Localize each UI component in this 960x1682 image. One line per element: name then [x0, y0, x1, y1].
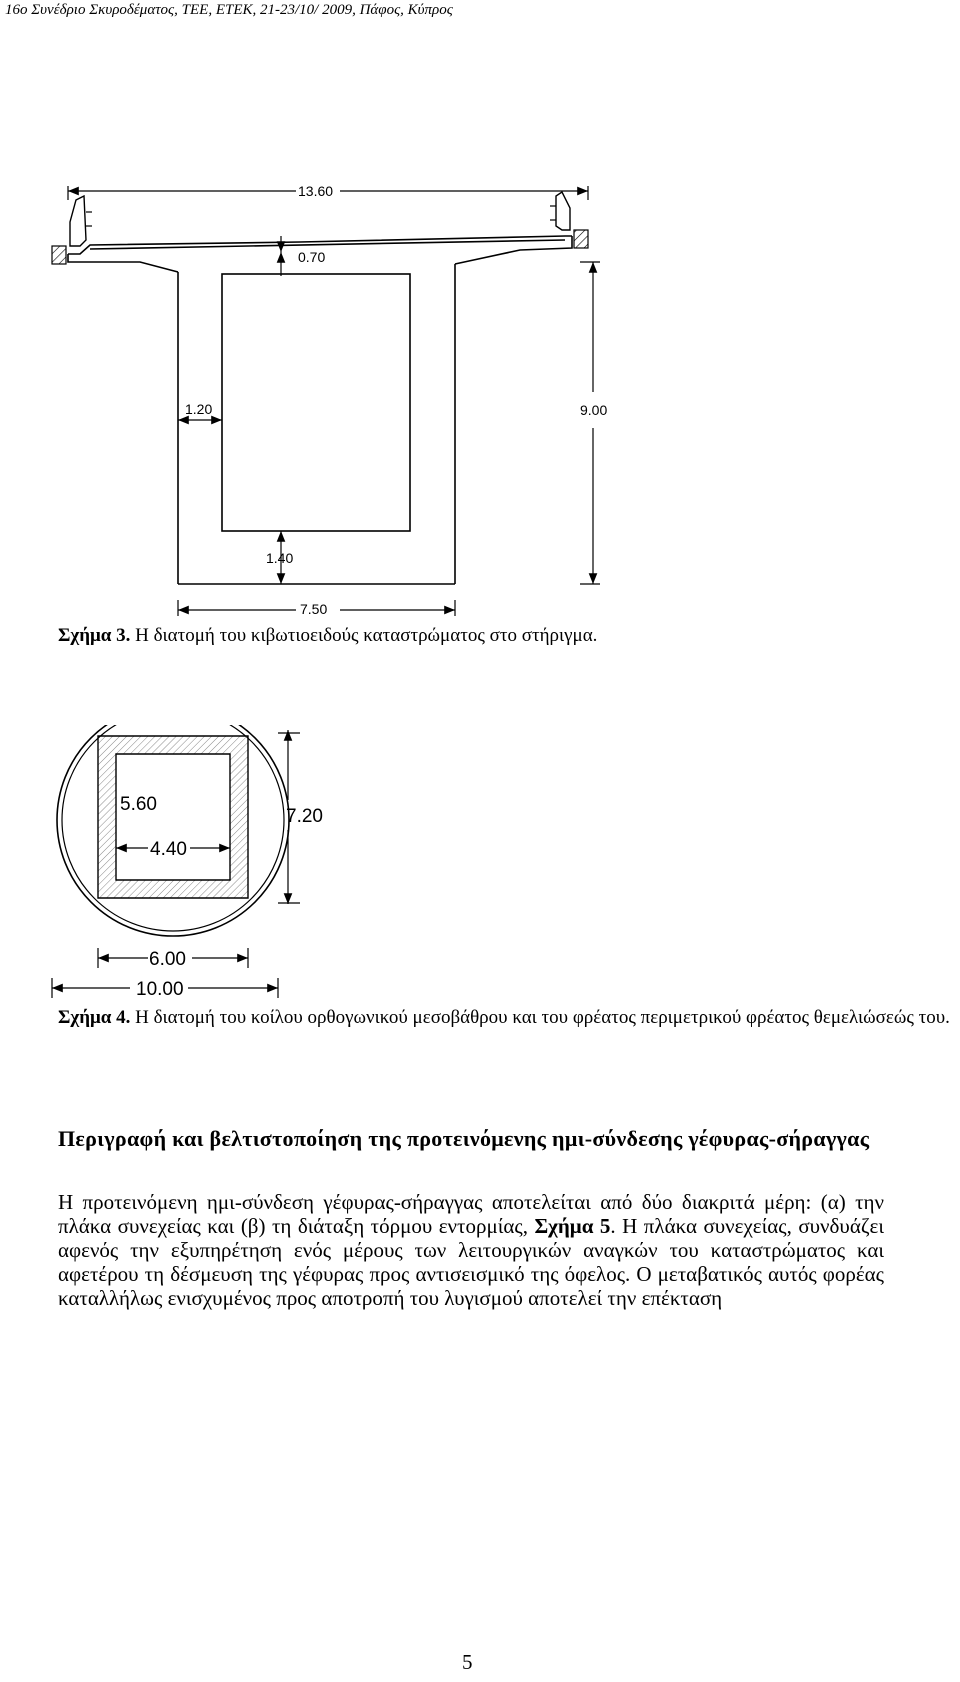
figure-reference: Σχήμα 5 — [534, 1214, 611, 1238]
figure3-caption: Σχήμα 3. Η διατομή του κιβωτιοειδούς καταστρώματος στο στήριγμα. — [58, 625, 598, 646]
page-number: 5 — [462, 1650, 473, 1674]
running-header: 16ο Συνέδριο Σκυροδέματος, ΤΕΕ, ΕΤΕΚ, 21-23/10/ 2009, Πάφος, Κύπρος — [5, 2, 453, 18]
dim-height: 9.00 — [580, 402, 608, 418]
section-heading: Περιγραφή και βελτιστοποίηση της προτεινόμενης ημι-σύνδεσης γέφυρας-σήραγγας — [58, 1126, 870, 1151]
dim-total-width: 13.60 — [298, 183, 334, 199]
figure4-drawing — [0, 725, 960, 1005]
dim-bottom-slab: 1.40 — [266, 550, 294, 566]
figure3-drawing — [0, 180, 960, 620]
dim-shaft-diameter: 10.00 — [136, 979, 184, 1000]
deck-section — [68, 236, 572, 584]
body-paragraph: Η προτεινόμενη ημι-σύνδεση γέφυρας-σήραγγας αποτελείται από δύο διακριτά μέρη: (α) την πλάκα συνεχείας και (β) τη διάταξη τόρμου εντορμίας, Σχήμα 5. Η πλάκα συνεχείας, συνδυάζει αφενός την εξυπηρέτηση ενός μέρους των λειτουργικών αναγκών του καταστρώματος και αφετέρου τη δέσμευση της γέφυρας προς αντισεισμικό της όφελος. Ο μεταβατικός αυτός φορέας καταλλήλως ενισχυμένος προς αποτροπή του λυγισμού αποτελεί την επέκταση — [58, 1190, 884, 1310]
pier-section — [98, 736, 248, 898]
shaft-circle — [57, 725, 289, 936]
dim-outer-width: 6.00 — [149, 949, 186, 970]
dim-shaft-height: 7.20 — [286, 806, 323, 827]
dim-web: 1.20 — [185, 401, 213, 417]
dim-outer-height: 5.60 — [120, 794, 157, 815]
figure4-caption: Σχήμα 4. Η διατομή του κοίλου ορθογωνικού μεσοβάθρου και του φρέατος περιμετρικού φρέατος θεμελιώσεώς του. — [58, 1007, 950, 1028]
dim-inner-width: 4.40 — [150, 839, 187, 860]
dim-bottom-width: 7.50 — [300, 601, 328, 617]
dim-top-slab: 0.70 — [298, 249, 326, 265]
